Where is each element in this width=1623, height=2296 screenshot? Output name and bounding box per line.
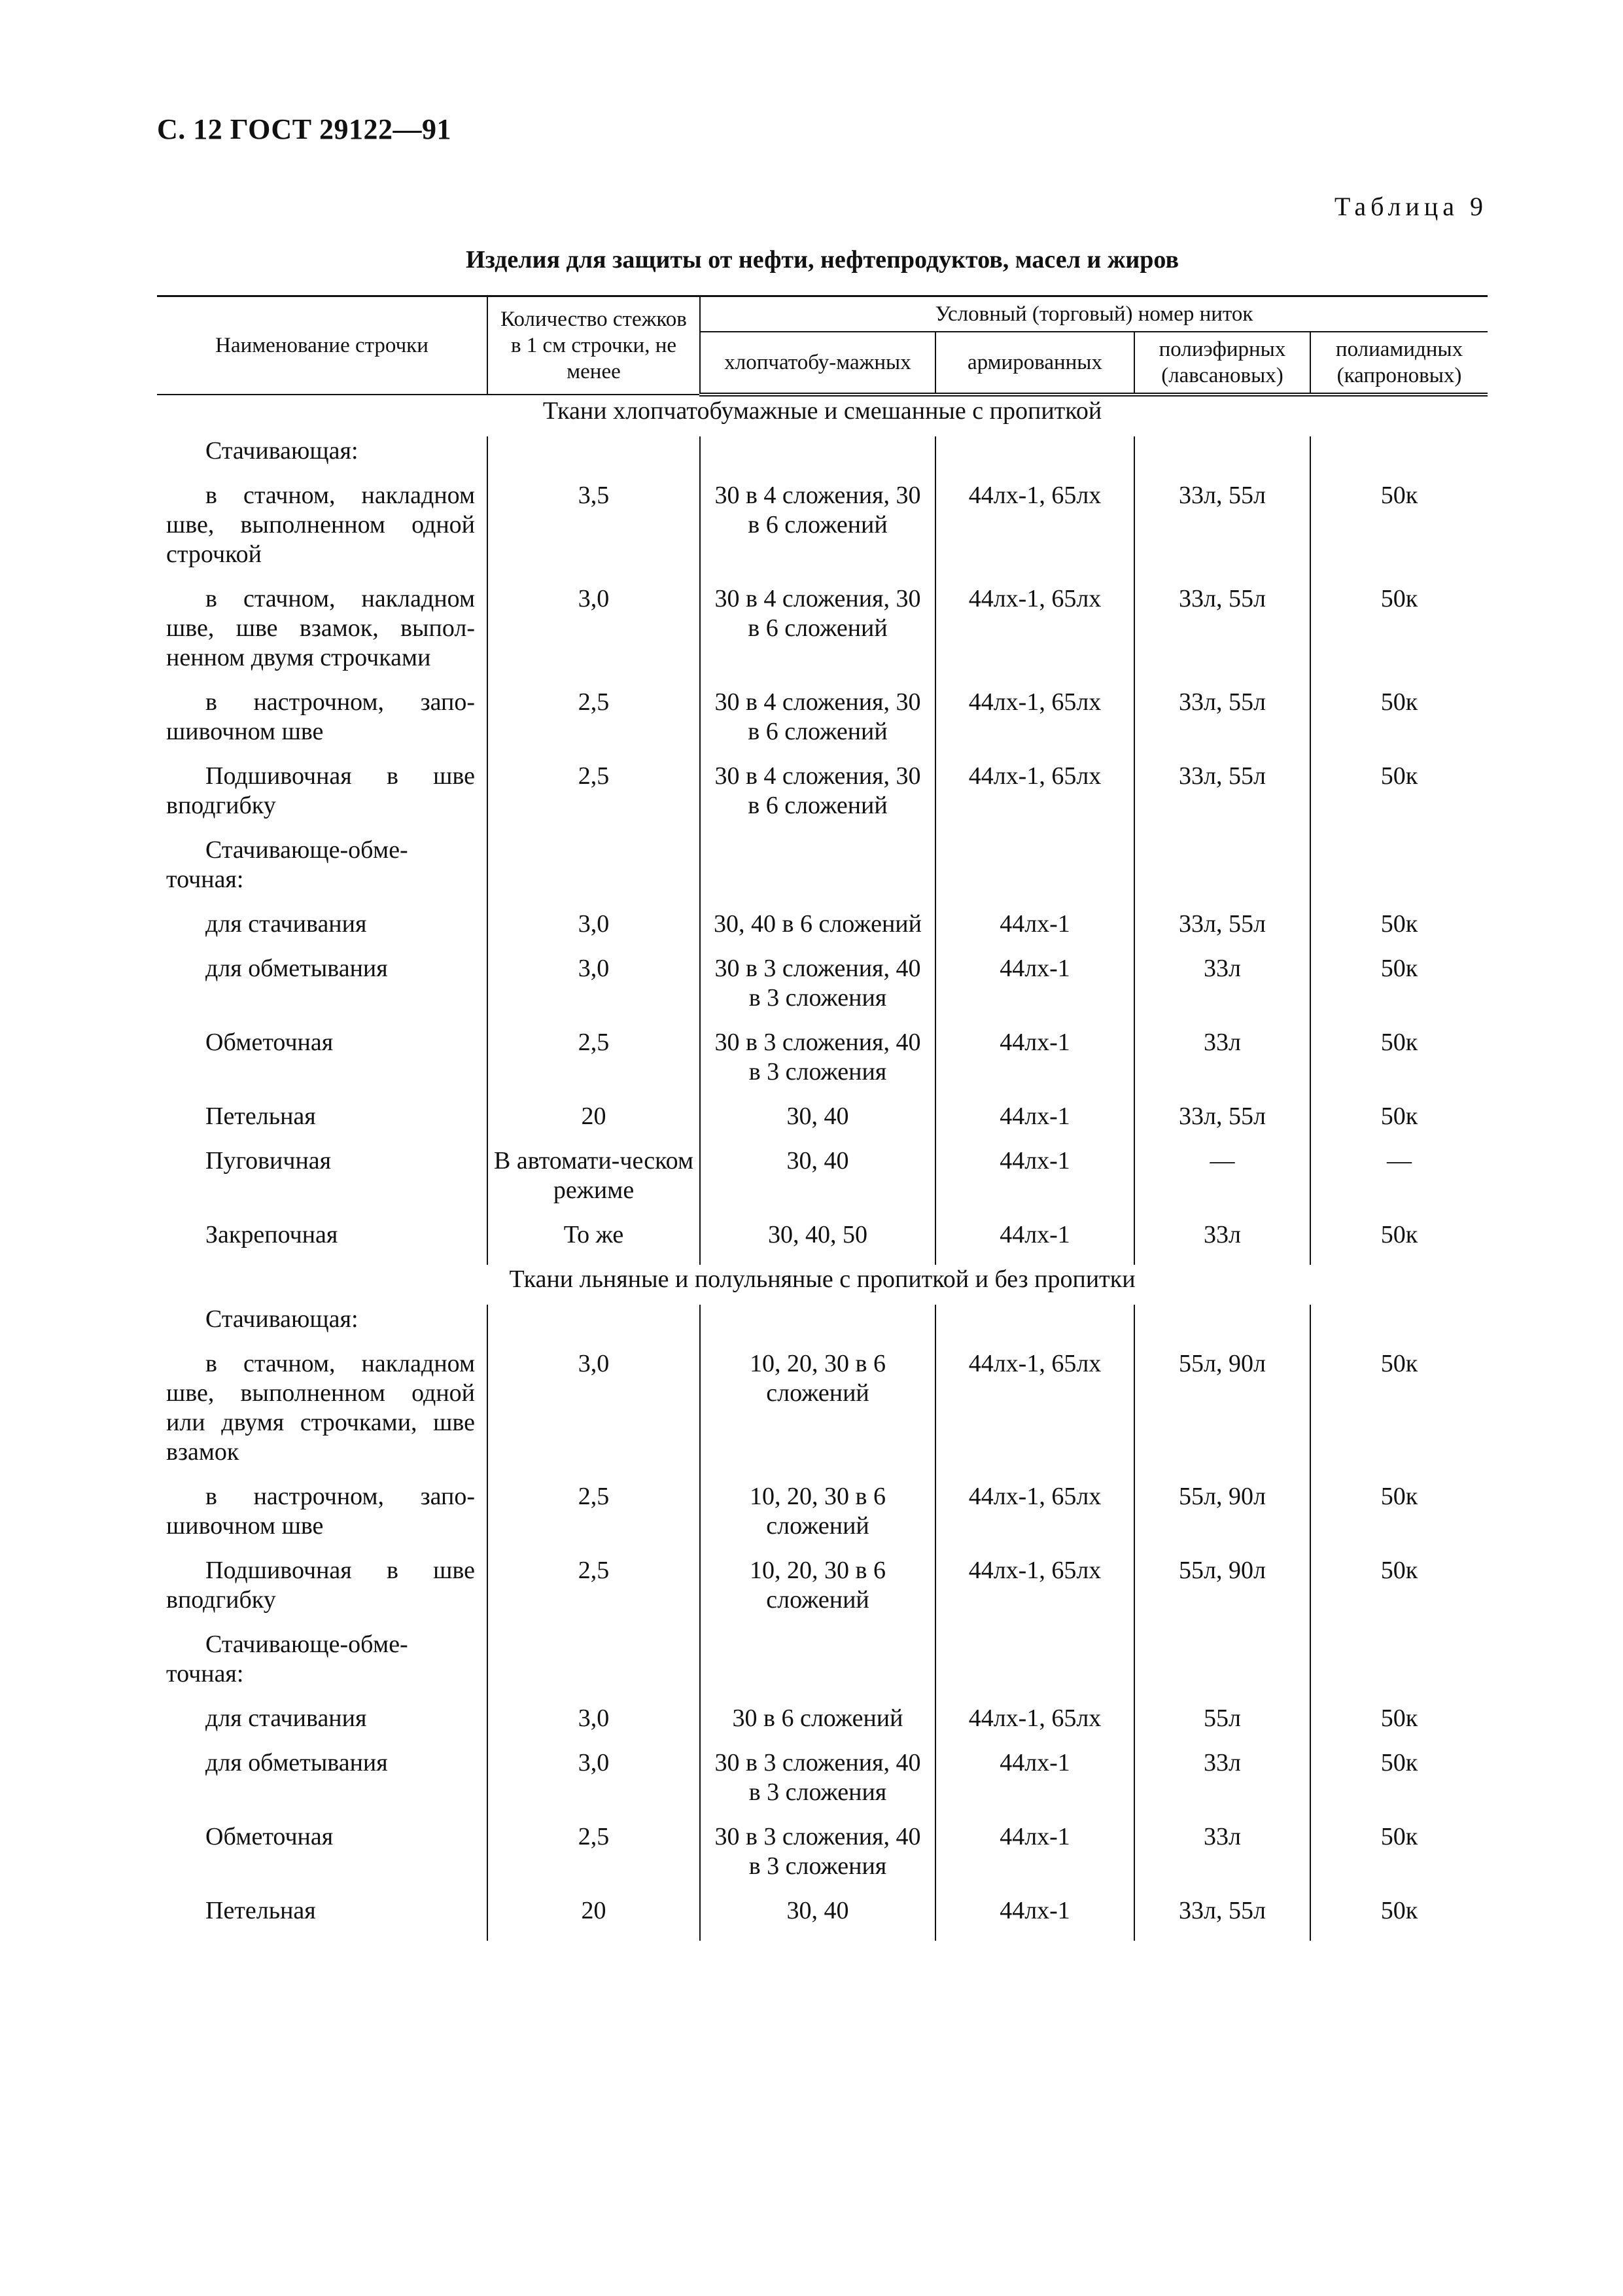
- cell-count: В автомати-ческом режиме: [487, 1146, 700, 1220]
- cell-polyamide: [1310, 1305, 1488, 1349]
- cell-name: Подшивочная в шве вподгибку: [166, 1557, 475, 1614]
- cell-name: Стачивающая:: [205, 1305, 358, 1333]
- table-header: [157, 296, 1488, 395]
- cell-cotton: [700, 836, 935, 910]
- cell-count: 3,0: [487, 910, 700, 954]
- cell-name: в стачном, накладном шве, выполненном одной строчкой: [166, 482, 475, 568]
- table-row: [157, 1305, 1488, 1349]
- cell-name: Пуговичная: [205, 1147, 332, 1174]
- table-row: [157, 1896, 1488, 1941]
- table-row: [157, 1556, 1488, 1630]
- table-row: [157, 584, 1488, 688]
- cell-cotton: 30 в 4 сложения, 30 в 6 сложений: [700, 688, 935, 762]
- cell-name: Петельная: [205, 1103, 316, 1130]
- cell-polyamide: 50к: [1310, 1822, 1488, 1896]
- cell-count: 3,0: [487, 1704, 700, 1748]
- cell-polyamide: 50к: [1310, 1896, 1488, 1941]
- cell-polyester: —: [1134, 1146, 1310, 1220]
- cell-name: Обметочная: [205, 1823, 334, 1850]
- cell-polyester: 55л: [1134, 1704, 1310, 1748]
- cell-cotton: 30 в 3 сложения, 40 в 3 сложения: [700, 1748, 935, 1822]
- cell-count: 3,5: [487, 481, 700, 584]
- cell-polyamide: [1310, 836, 1488, 910]
- cell-armored: 44лх-1, 65лх: [935, 1482, 1134, 1556]
- cell-polyester: 33л, 55л: [1134, 584, 1310, 688]
- cell-armored: 44лх-1, 65лх: [935, 584, 1134, 688]
- table-row: [157, 436, 1488, 481]
- cell-cotton: [700, 436, 935, 481]
- cell-polyamide: 50к: [1310, 688, 1488, 762]
- table-row: [157, 1822, 1488, 1896]
- cell-polyamide: 50к: [1310, 481, 1488, 584]
- cell-armored: 44лх-1, 65лх: [935, 1704, 1134, 1748]
- cell-cotton: 30 в 6 сложений: [700, 1704, 935, 1748]
- cell-armored: 44лх-1: [935, 1220, 1134, 1265]
- cell-name: Обметочная: [205, 1029, 334, 1056]
- cell-polyamide: 50к: [1310, 1102, 1488, 1146]
- cell-count: 3,0: [487, 1349, 700, 1482]
- cell-count: То же: [487, 1220, 700, 1265]
- cell-polyamide: [1310, 436, 1488, 481]
- cell-count: 2,5: [487, 1556, 700, 1630]
- cell-armored: 44лх-1: [935, 1102, 1134, 1146]
- table-row: [157, 1102, 1488, 1146]
- cell-polyester: [1134, 1305, 1310, 1349]
- cell-name: Подшивочная в шве вподгибку: [166, 762, 475, 819]
- cell-name: для обметывания: [205, 1749, 388, 1776]
- cell-polyamide: 50к: [1310, 1704, 1488, 1748]
- cell-name: для стачивания: [205, 1704, 367, 1732]
- cell-count: 2,5: [487, 1822, 700, 1896]
- col-header-thread-group: Условный (торговый) номер ниток: [700, 296, 1488, 332]
- cell-name: Стачивающая:: [205, 437, 358, 465]
- cell-polyamide: 50к: [1310, 762, 1488, 836]
- cell-count: 3,0: [487, 584, 700, 688]
- section-header-row: [157, 395, 1488, 436]
- col-header-stitch-count: Количество стежков в 1 см строчки, не менее: [487, 296, 700, 395]
- cell-polyester: 33л, 55л: [1134, 1102, 1310, 1146]
- cell-cotton: 30, 40, 50: [700, 1220, 935, 1265]
- cell-polyamide: 50к: [1310, 1028, 1488, 1102]
- cell-cotton: 30, 40: [700, 1146, 935, 1220]
- cell-polyamide: 50к: [1310, 584, 1488, 688]
- col-header-armored: армированных: [935, 332, 1134, 395]
- cell-cotton: [700, 1630, 935, 1704]
- table-row: [157, 481, 1488, 584]
- cell-name: в настрочном, запо-шивочном шве: [166, 688, 475, 745]
- col-header-polyamide: полиамидных (капроновых): [1310, 332, 1488, 395]
- cell-polyester: 33л, 55л: [1134, 910, 1310, 954]
- cell-polyamide: 50к: [1310, 1220, 1488, 1265]
- cell-count: 20: [487, 1896, 700, 1941]
- cell-count: 2,5: [487, 1028, 700, 1102]
- cell-count: [487, 436, 700, 481]
- cell-name: Петельная: [205, 1897, 316, 1924]
- cell-polyester: [1134, 1630, 1310, 1704]
- cell-armored: 44лх-1: [935, 1748, 1134, 1822]
- cell-armored: 44лх-1: [935, 910, 1134, 954]
- table-row: [157, 1704, 1488, 1748]
- cell-polyester: 33л: [1134, 1822, 1310, 1896]
- cell-cotton: 30, 40: [700, 1896, 935, 1941]
- table-row: [157, 1482, 1488, 1556]
- table-row: [157, 762, 1488, 836]
- cell-armored: 44лх-1, 65лх: [935, 1556, 1134, 1630]
- cell-name: Стачивающе-обме-точная:: [166, 836, 408, 893]
- cell-polyamide: 50к: [1310, 1482, 1488, 1556]
- cell-polyamide: 50к: [1310, 910, 1488, 954]
- col-header-name: Наименование строчки: [157, 296, 487, 395]
- table-row: [157, 1146, 1488, 1220]
- table-row: [157, 688, 1488, 762]
- cell-count: [487, 836, 700, 910]
- cell-cotton: 30 в 4 сложения, 30 в 6 сложений: [700, 762, 935, 836]
- cell-polyamide: 50к: [1310, 1349, 1488, 1482]
- cell-count: 2,5: [487, 688, 700, 762]
- cell-name: для стачивания: [205, 910, 367, 938]
- cell-polyester: 33л: [1134, 1028, 1310, 1102]
- cell-count: 3,0: [487, 954, 700, 1028]
- cell-armored: 44лх-1: [935, 954, 1134, 1028]
- cell-count: 2,5: [487, 1482, 700, 1556]
- section-title: Ткани льняные и полульняные с пропиткой и без пропитки: [509, 1265, 1136, 1293]
- cell-name: Стачивающе-обме-точная:: [166, 1631, 408, 1687]
- cell-cotton: 30 в 3 сложения, 40 в 3 сложения: [700, 954, 935, 1028]
- cell-count: 3,0: [487, 1748, 700, 1822]
- cell-polyester: 33л: [1134, 954, 1310, 1028]
- cell-armored: [935, 436, 1134, 481]
- cell-polyamide: [1310, 1630, 1488, 1704]
- table-title: Изделия для защиты от нефти, нефтепродуктов, масел и жиров: [466, 246, 1179, 274]
- table-row: [157, 836, 1488, 910]
- cell-armored: 44лх-1: [935, 1822, 1134, 1896]
- table-row: [157, 1748, 1488, 1822]
- cell-armored: [935, 1305, 1134, 1349]
- cell-polyester: 33л: [1134, 1220, 1310, 1265]
- cell-polyester: 33л: [1134, 1748, 1310, 1822]
- table-row: [157, 1220, 1488, 1265]
- cell-polyamide: —: [1310, 1146, 1488, 1220]
- cell-polyamide: 50к: [1310, 1556, 1488, 1630]
- cell-cotton: 30 в 4 сложения, 30 в 6 сложений: [700, 584, 935, 688]
- cell-armored: [935, 836, 1134, 910]
- cell-armored: 44лх-1, 65лх: [935, 1349, 1134, 1482]
- cell-cotton: 10, 20, 30 в 6 сложений: [700, 1349, 935, 1482]
- col-header-polyester: полиэфирных (лавсановых): [1134, 332, 1310, 395]
- cell-polyester: 33л, 55л: [1134, 688, 1310, 762]
- cell-count: [487, 1305, 700, 1349]
- cell-cotton: 30 в 3 сложения, 40 в 3 сложения: [700, 1028, 935, 1102]
- cell-polyester: 55л, 90л: [1134, 1349, 1310, 1482]
- table-row: [157, 910, 1488, 954]
- cell-count: [487, 1630, 700, 1704]
- table-row: [157, 1349, 1488, 1482]
- cell-cotton: 30 в 3 сложения, 40 в 3 сложения: [700, 1822, 935, 1896]
- table-row: [157, 954, 1488, 1028]
- cell-armored: 44лх-1, 65лх: [935, 481, 1134, 584]
- cell-polyamide: 50к: [1310, 954, 1488, 1028]
- cell-name: в настрочном, запо-шивочном шве: [166, 1483, 475, 1540]
- table-row: [157, 1630, 1488, 1704]
- cell-cotton: [700, 1305, 935, 1349]
- cell-count: 2,5: [487, 762, 700, 836]
- cell-polyester: 33л, 55л: [1134, 1896, 1310, 1941]
- cell-cotton: 10, 20, 30 в 6 сложений: [700, 1482, 935, 1556]
- table-body: [157, 395, 1488, 1941]
- cell-armored: 44лх-1: [935, 1896, 1134, 1941]
- cell-armored: 44лх-1: [935, 1028, 1134, 1102]
- cell-polyester: 33л, 55л: [1134, 481, 1310, 584]
- cell-polyester: 55л, 90л: [1134, 1556, 1310, 1630]
- table-label: Таблица 9: [1334, 192, 1488, 221]
- cell-polyester: 33л, 55л: [1134, 762, 1310, 836]
- cell-armored: [935, 1630, 1134, 1704]
- cell-armored: 44лх-1: [935, 1146, 1134, 1220]
- thread-table: [157, 295, 1488, 1941]
- cell-name: Закрепочная: [205, 1221, 338, 1248]
- cell-cotton: 30, 40: [700, 1102, 935, 1146]
- cell-polyamide: 50к: [1310, 1748, 1488, 1822]
- cell-armored: 44лх-1, 65лх: [935, 762, 1134, 836]
- cell-name: в стачном, накладном шве, выполненном одной или двумя строчками, шве взамок: [166, 1350, 475, 1466]
- cell-polyester: [1134, 436, 1310, 481]
- cell-cotton: 30, 40 в 6 сложений: [700, 910, 935, 954]
- cell-name: в стачном, накладном шве, шве взамок, выпол-ненном двумя строчками: [166, 585, 475, 671]
- section-header-row: [157, 1265, 1488, 1305]
- cell-count: 20: [487, 1102, 700, 1146]
- cell-polyester: 55л, 90л: [1134, 1482, 1310, 1556]
- col-header-cotton: хлопчатобу-мажных: [700, 332, 935, 395]
- section-title: Ткани хлопчатобумажные и смешанные с пропиткой: [542, 397, 1102, 425]
- cell-polyester: [1134, 836, 1310, 910]
- page-header: С. 12 ГОСТ 29122—91: [157, 113, 452, 145]
- cell-cotton: 30 в 4 сложения, 30 в 6 сложений: [700, 481, 935, 584]
- cell-name: для обметывания: [205, 955, 388, 982]
- cell-cotton: 10, 20, 30 в 6 сложений: [700, 1556, 935, 1630]
- table-row: [157, 1028, 1488, 1102]
- cell-armored: 44лх-1, 65лх: [935, 688, 1134, 762]
